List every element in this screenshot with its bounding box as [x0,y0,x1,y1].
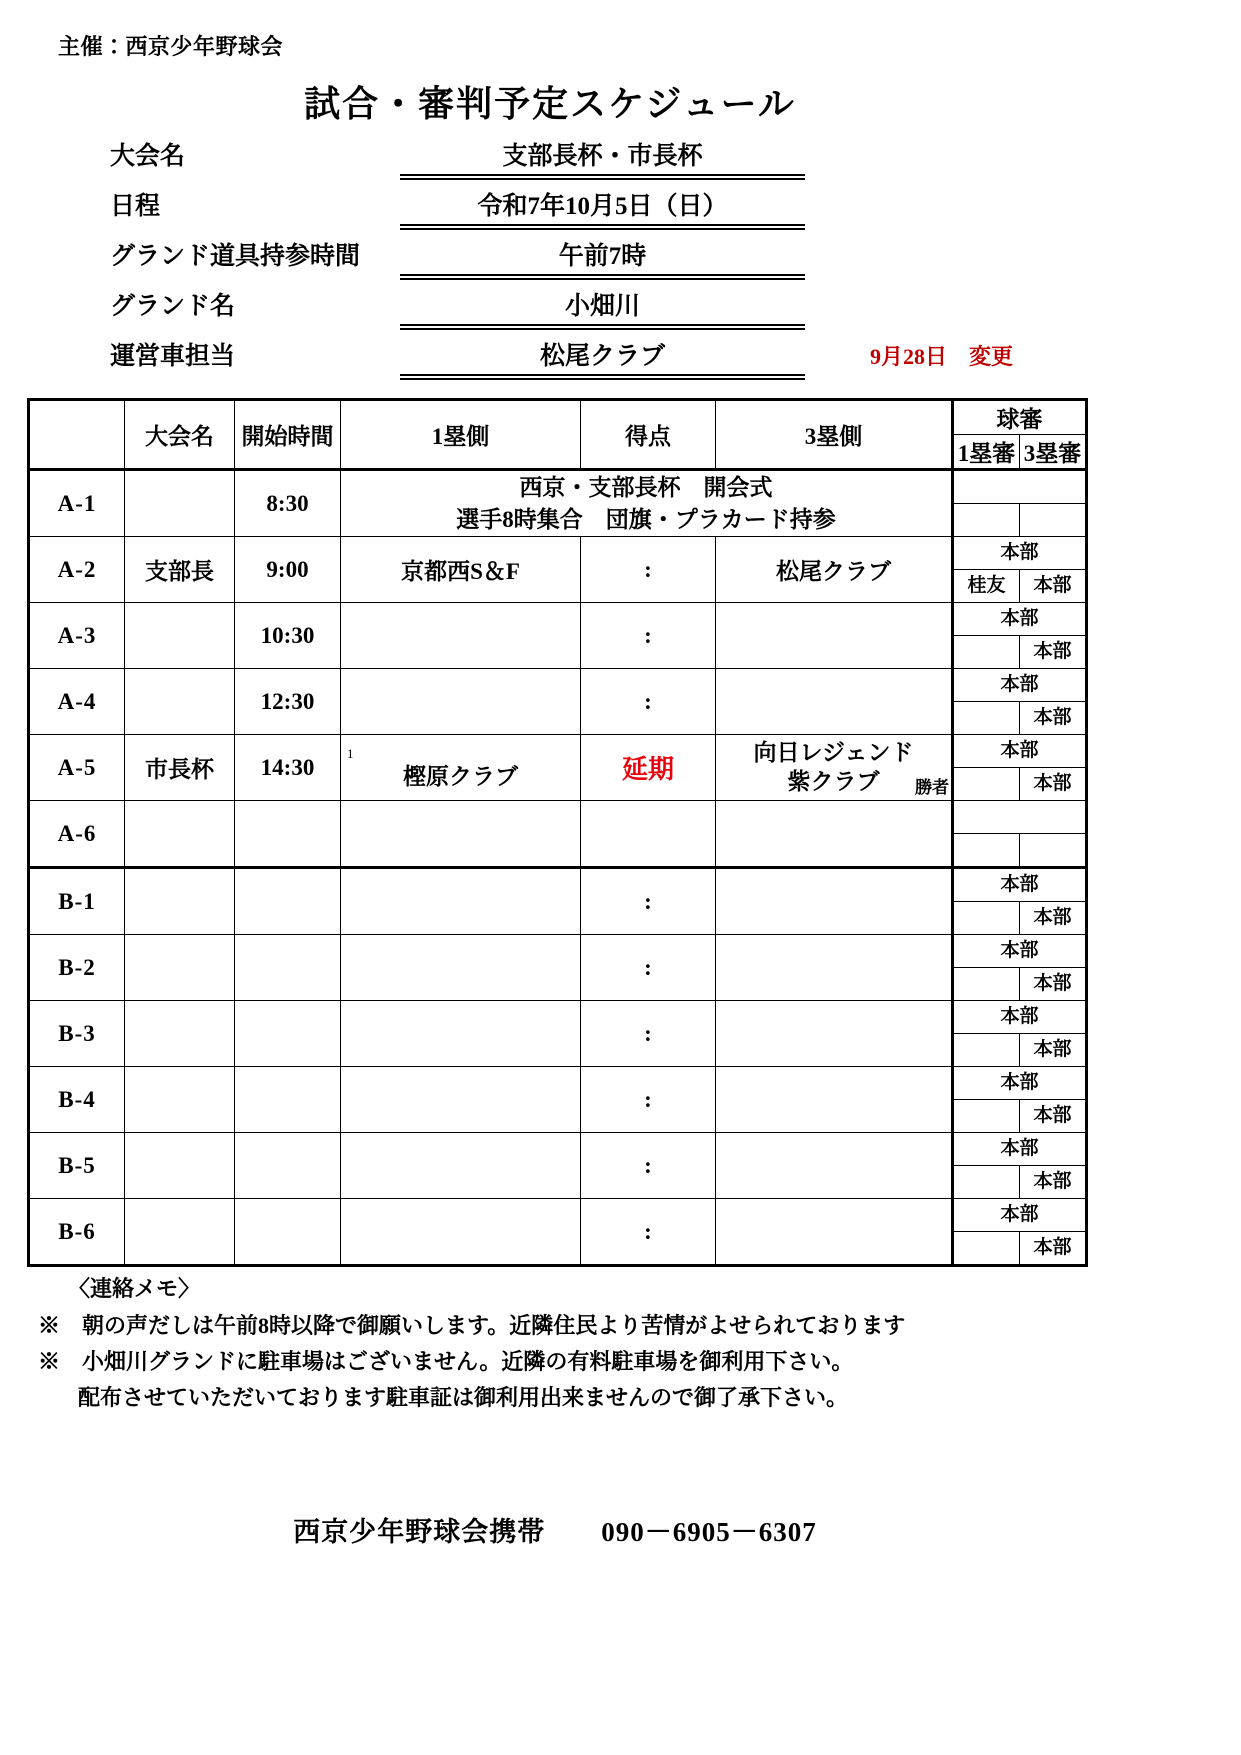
umpire-3b-a2: 本部 [1033,575,1072,596]
cell-score-b3[interactable]: : [581,1001,716,1067]
cell-ceremony-a1[interactable] [341,470,953,537]
form-value-date: 令和7年10月5日（日） [477,193,728,220]
cell-first-base-b4[interactable] [341,1067,581,1133]
underline-rule [400,224,805,230]
header-start-time: 開始時間 [235,400,341,470]
cell-first-base-b1[interactable] [341,868,581,935]
cell-first-base-b3[interactable] [341,1001,581,1067]
underline-rule [400,174,805,180]
cell-score-b6[interactable]: : [581,1199,716,1266]
cell-umpire-a2[interactable] [953,537,1087,603]
cell-tournament-a5[interactable]: 市長杯 [125,735,235,801]
header-umpire-first-base: 1塁審 [953,435,1020,470]
cell-time-b1[interactable] [235,868,341,935]
umpire-1b-b1 [954,902,1020,934]
umpire-3b-a4: 本部 [1033,707,1072,728]
header-tournament: 大会名 [125,400,235,470]
cell-first-base-a6[interactable] [341,801,581,868]
first-base-team-a5: 樫原クラブ [403,764,518,789]
form-row-tournament-name [0,136,1100,186]
cell-time-b3[interactable] [235,1001,341,1067]
cell-tournament-b3[interactable] [125,1001,235,1067]
underline-rule [400,324,805,330]
form-field-equipment-time[interactable] [400,236,805,280]
umpire-1b-a5 [954,768,1020,800]
cell-time-b2[interactable] [235,935,341,1001]
form-label-ground-name: グランド名 [110,293,236,320]
cell-umpire-b2[interactable] [953,935,1087,1001]
cell-time-b6[interactable] [235,1199,341,1266]
row-id-b2: B-2 [29,935,125,1001]
cell-score-b2[interactable]: : [581,935,716,1001]
memo-title: 〈連絡メモ〉 [68,1276,201,1301]
row-id-a1: A-1 [29,470,125,537]
revision-note: 9月28日 変更 [870,344,1014,369]
row-id-a3: A-3 [29,603,125,669]
cell-score-b4[interactable]: : [581,1067,716,1133]
umpire-plate-b4: 本部 [954,1067,1085,1100]
form-field-operations-vehicle[interactable] [400,336,805,380]
form-row-equipment-time [0,236,1100,286]
form-value-ground-name: 小畑川 [564,293,640,320]
umpire-3b-b4: 本部 [1033,1105,1072,1126]
header-score: 得点 [581,400,716,470]
table-row-a5[interactable] [29,735,1087,801]
umpire-plate-b2: 本部 [954,935,1085,968]
organizer-line: 主催：西京少年野球会 [58,34,284,59]
cell-tournament-b4[interactable] [125,1067,235,1133]
umpire-plate-b6: 本部 [954,1199,1085,1232]
umpire-3b-a3: 本部 [1033,641,1072,662]
cell-score-a3[interactable]: : [581,603,716,669]
cell-score-b5[interactable]: : [581,1133,716,1199]
cell-umpire-b5[interactable] [953,1133,1087,1199]
schedule-table [27,398,1088,1267]
cell-score-a6[interactable] [581,801,716,868]
cell-tournament-a2[interactable]: 支部長 [125,537,235,603]
cell-time-a3[interactable]: 10:30 [235,603,341,669]
form-row-ground-name [0,286,1100,336]
row-id-b1: B-1 [29,868,125,935]
umpire-1b-a3 [954,636,1020,668]
form-value-equipment-time: 午前7時 [558,243,647,270]
cell-first-base-a3[interactable] [341,603,581,669]
cell-third-base-b2[interactable] [716,935,953,1001]
umpire-3b-b3: 本部 [1033,1039,1072,1060]
cell-tournament-a4[interactable] [125,669,235,735]
cell-first-base-a5[interactable] [341,735,581,801]
cell-third-base-b6[interactable] [716,1199,953,1266]
memo-line-2: ※ 小畑川グランドに駐車場はございません。近隣の有料駐車場を御利用下さい。 [38,1349,854,1374]
header-row-id [29,400,125,470]
cell-time-a4[interactable]: 12:30 [235,669,341,735]
cell-third-base-a2[interactable]: 松尾クラブ [716,537,953,603]
row-id-b5: B-5 [29,1133,125,1199]
header-first-base: 1塁側 [341,400,581,470]
umpire-1b-a4 [954,702,1020,734]
table-row-b6[interactable] [29,1199,1087,1266]
cell-tournament-a3[interactable] [125,603,235,669]
umpire-plate-b1: 本部 [954,869,1085,902]
row-id-a4: A-4 [29,669,125,735]
umpire-3b-b6: 本部 [1033,1237,1072,1258]
form-label-date: 日程 [110,193,161,220]
umpire-plate-a4: 本部 [954,669,1085,702]
table-row-a2[interactable] [29,537,1087,603]
cell-tournament-b2[interactable] [125,935,235,1001]
cell-umpire-a5[interactable] [953,735,1087,801]
umpire-1b-b2 [954,968,1020,1000]
cell-tournament-a6[interactable] [125,801,235,868]
cell-third-base-b5[interactable] [716,1133,953,1199]
underline-rule [400,274,805,280]
umpire-3b-b1: 本部 [1033,907,1072,928]
cell-first-base-b6[interactable] [341,1199,581,1266]
footer-contact: 西京少年野球会携帯 090－6905－6307 [293,1517,817,1547]
form-label-tournament-name: 大会名 [110,143,186,170]
cell-score-a5[interactable] [581,735,716,801]
umpire-1b-b3 [954,1034,1020,1066]
umpire-plate-a3: 本部 [954,603,1085,636]
umpire-1b-a1 [954,504,1020,536]
row-id-a5: A-5 [29,735,125,801]
status-badge-postponed: 延期 [621,755,674,784]
third-base-team-line-1: 向日レジェンド [753,739,914,765]
header-umpire-third-base: 3塁審 [1020,435,1087,470]
cell-first-base-b2[interactable] [341,935,581,1001]
form-field-ground-name[interactable] [400,286,805,330]
cell-umpire-a1[interactable] [953,470,1087,537]
umpire-1b-b4 [954,1100,1020,1132]
umpire-3b-a1 [1020,504,1085,536]
memo-line-1: ※ 朝の声だしは午前8時以降で御願いします。近隣住民より苦情がよせられております [38,1313,906,1338]
cell-tournament-b5[interactable] [125,1133,235,1199]
memo-line-3: 配布させていただいております駐車証は御利用出来ませんので御了承下さい。 [78,1385,849,1410]
cell-score-b1[interactable]: : [581,868,716,935]
cell-umpire-b6[interactable] [953,1199,1087,1266]
table-row-b3[interactable] [29,1001,1087,1067]
umpire-1b-b6 [954,1232,1020,1264]
underline-rule [400,374,805,380]
form-field-tournament-name[interactable] [400,136,805,180]
cell-time-a1[interactable]: 8:30 [235,470,341,537]
table-row-a1[interactable] [29,470,1087,537]
row-id-b6: B-6 [29,1199,125,1266]
winner-label-a5: 勝者 [915,778,949,797]
umpire-plate-a5: 本部 [954,735,1085,768]
form-label-operations-vehicle: 運営車担当 [110,343,236,370]
table-row-b2[interactable] [29,935,1087,1001]
umpire-1b-b5 [954,1166,1020,1198]
form-label-equipment-time: グランド道具持参時間 [110,243,361,270]
cell-umpire-b4[interactable] [953,1067,1087,1133]
table-row-a4[interactable] [29,669,1087,735]
table-row-b5[interactable] [29,1133,1087,1199]
table-row-a6[interactable] [29,801,1087,868]
table-row-b1[interactable] [29,868,1087,935]
cell-third-base-a4[interactable] [716,669,953,735]
header-third-base: 3塁側 [716,400,953,470]
cell-first-base-a2[interactable]: 京都西S＆F [341,537,581,603]
form-row-operations-vehicle [0,336,1100,386]
cell-score-a2[interactable]: : [581,537,716,603]
ceremony-line-2: 選手8時集合 団旗・プラカード持参 [456,506,836,532]
umpire-plate-b5: 本部 [954,1133,1085,1166]
umpire-1b-a6 [954,834,1020,866]
cell-umpire-a3[interactable] [953,603,1087,669]
cell-umpire-a6[interactable] [953,801,1087,868]
umpire-plate-a6 [954,801,1085,834]
cell-umpire-b1[interactable] [953,868,1087,935]
table-row-a3[interactable] [29,603,1087,669]
table-row-b4[interactable] [29,1067,1087,1133]
cell-first-base-a4[interactable] [341,669,581,735]
row-id-a2: A-2 [29,537,125,603]
umpire-1b-a2: 桂友 [954,570,1020,602]
row-id-b3: B-3 [29,1001,125,1067]
cell-tournament-a1[interactable] [125,470,235,537]
umpire-3b-b5: 本部 [1033,1171,1072,1192]
header-umpire-group: 球審 [953,400,1087,435]
form-value-tournament-name: 支部長杯・市長杯 [502,143,703,170]
cell-time-a6[interactable] [235,801,341,868]
cell-third-base-b3[interactable] [716,1001,953,1067]
form-value-operations-vehicle: 松尾クラブ [539,343,665,370]
cell-third-base-b1[interactable] [716,868,953,935]
umpire-3b-a5: 本部 [1033,773,1072,794]
cell-umpire-b3[interactable] [953,1001,1087,1067]
cell-time-a5[interactable]: 14:30 [235,735,341,801]
form-row-date [0,186,1100,236]
third-base-team-line-2: 紫クラブ [787,768,880,794]
umpire-plate-b3: 本部 [954,1001,1085,1034]
umpire-3b-b2: 本部 [1033,973,1072,994]
cell-umpire-a4[interactable] [953,669,1087,735]
row-id-b4: B-4 [29,1067,125,1133]
cell-third-base-b4[interactable] [716,1067,953,1133]
cell-time-a2[interactable]: 9:00 [235,537,341,603]
contact-memo-section [38,1272,1158,1412]
cell-first-base-b5[interactable] [341,1133,581,1199]
cell-score-a4[interactable]: : [581,669,716,735]
umpire-3b-a6 [1020,834,1085,866]
cell-tournament-b6[interactable] [125,1199,235,1266]
umpire-plate-a1 [954,471,1085,504]
cell-third-base-a3[interactable] [716,603,953,669]
form-field-date[interactable] [400,186,805,230]
table-header-row [29,400,1087,435]
cell-time-b4[interactable] [235,1067,341,1133]
cell-tournament-b1[interactable] [125,868,235,935]
page-title: 試合・審判予定スケジュール [304,84,796,124]
ceremony-line-1: 西京・支部長杯 開会式 [519,475,773,501]
bracket-seed-marker-a5: 1 [347,746,354,761]
header-form [0,136,1100,386]
cell-third-base-a6[interactable] [716,801,953,868]
row-id-a6: A-6 [29,801,125,868]
cell-third-base-a5[interactable] [716,735,953,801]
cell-time-b5[interactable] [235,1133,341,1199]
umpire-plate-a2: 本部 [954,537,1085,570]
